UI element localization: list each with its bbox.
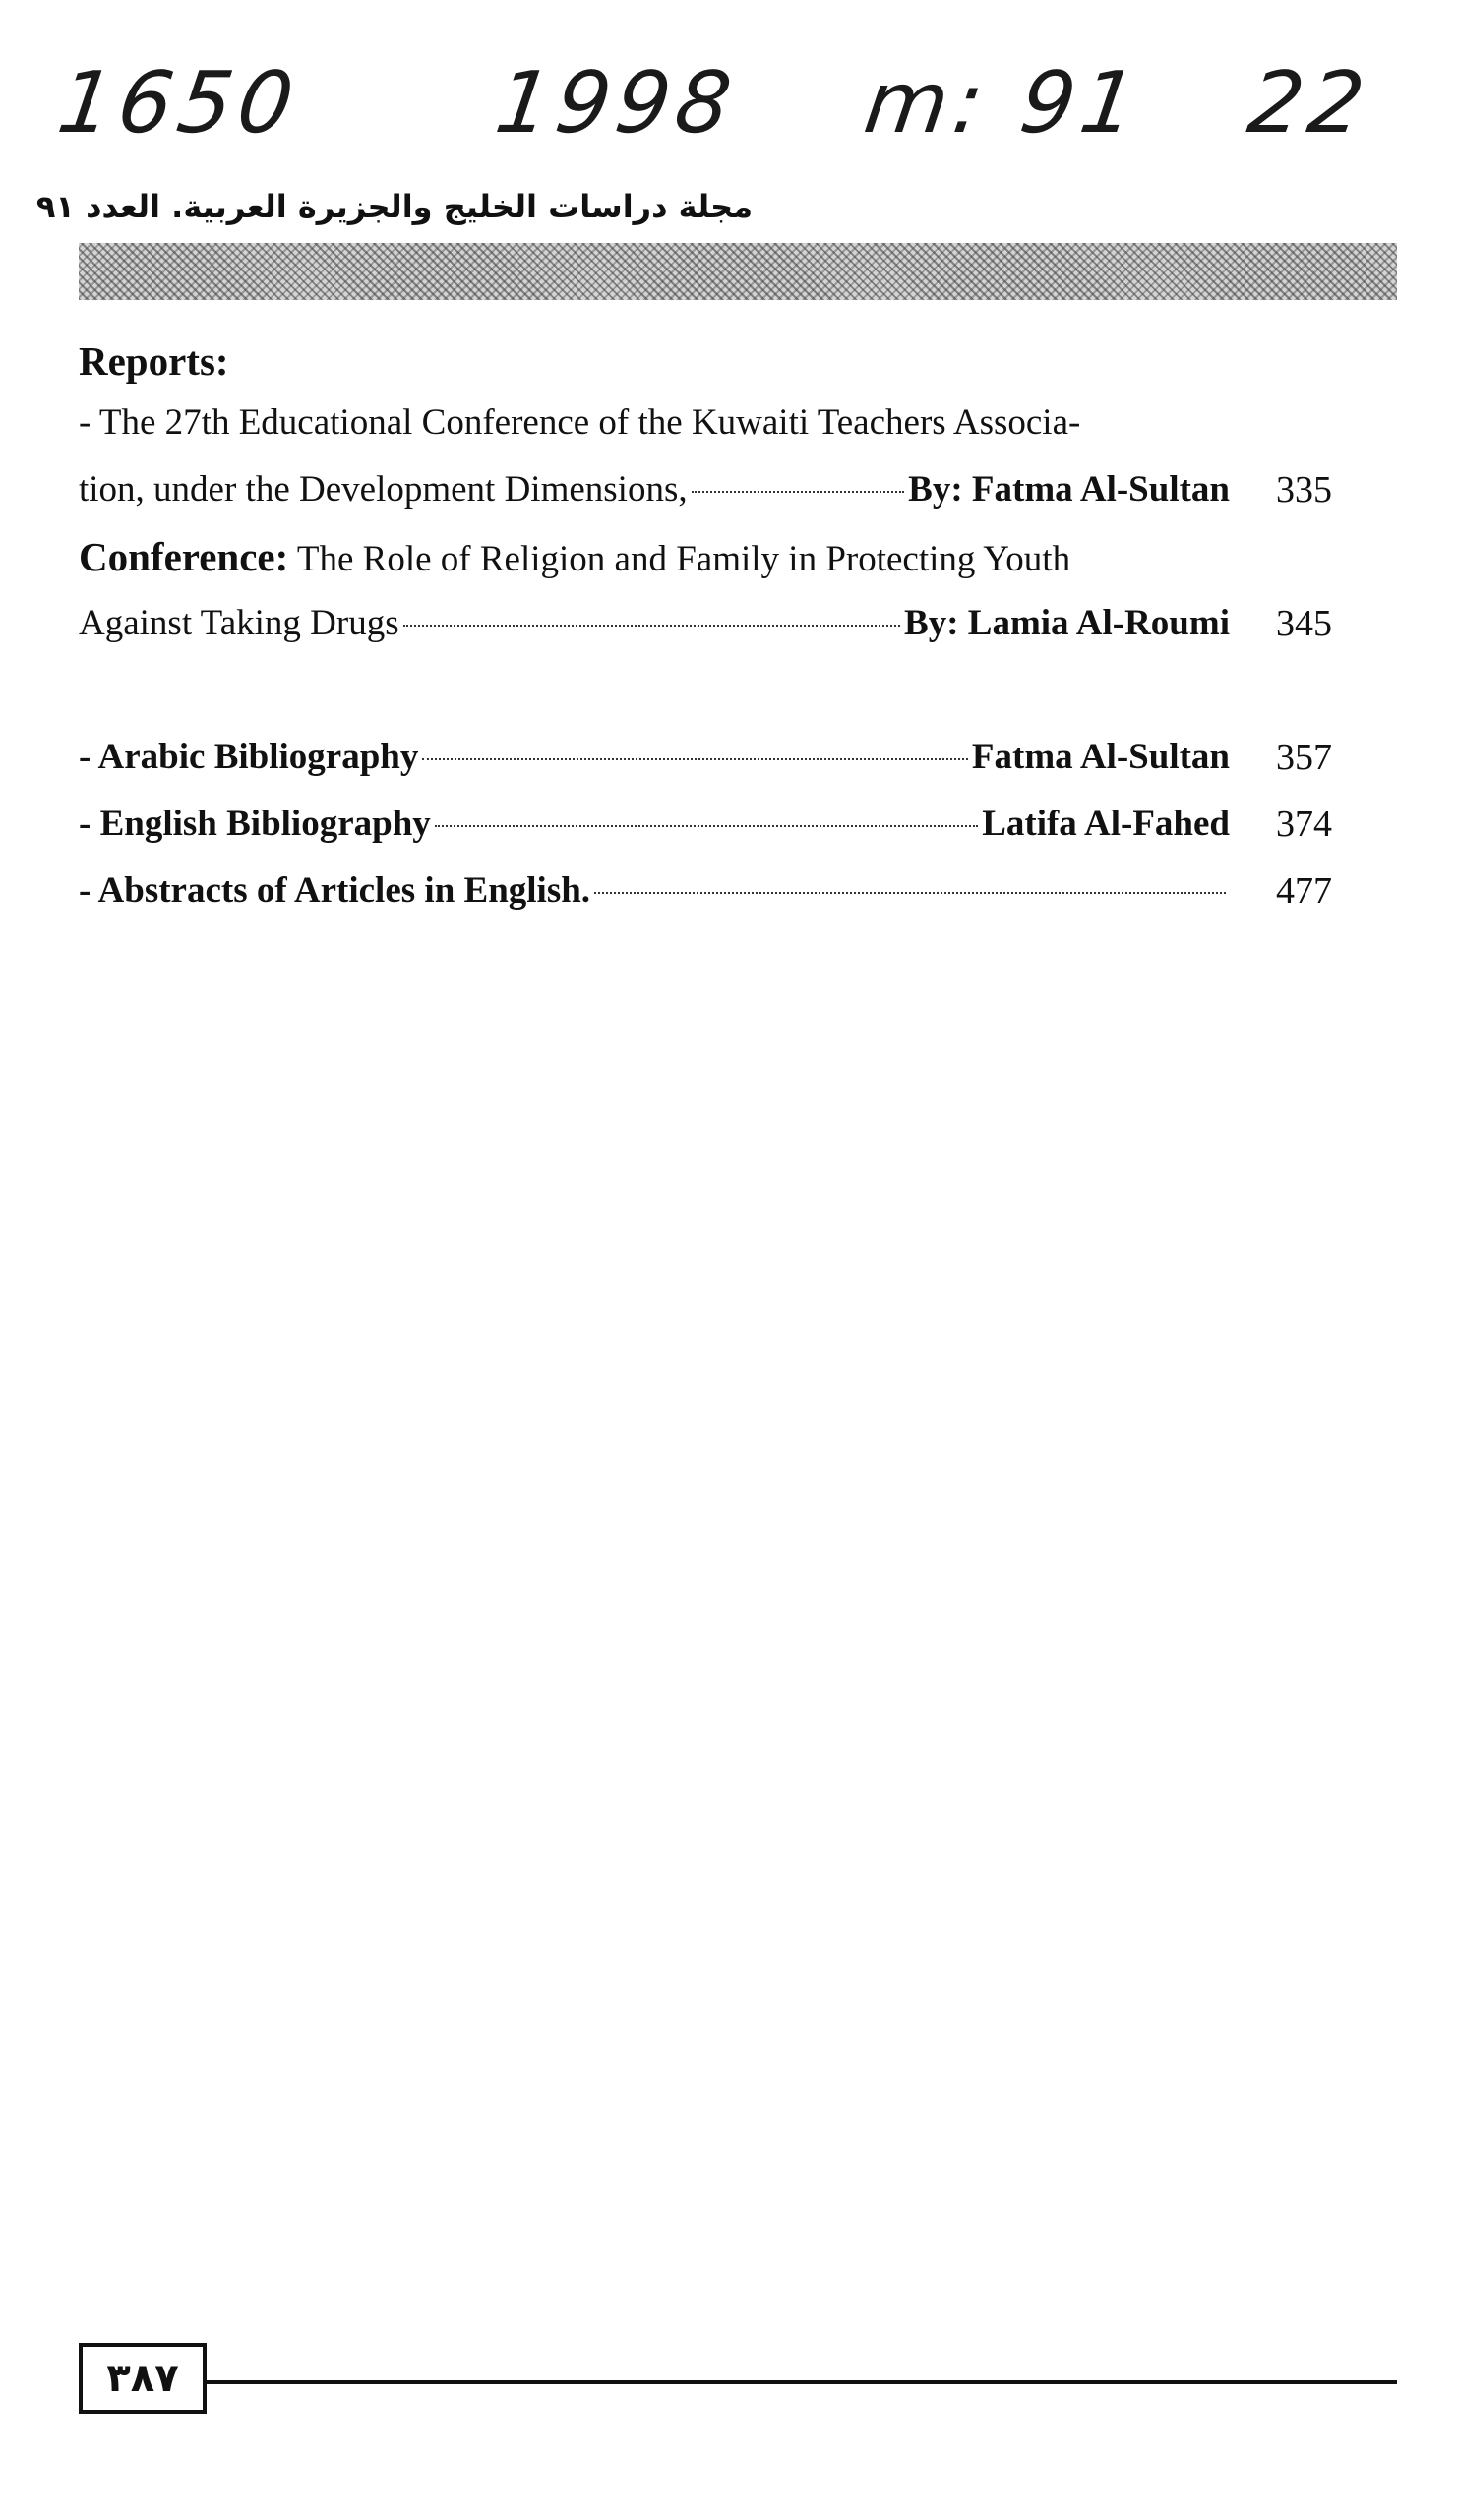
- handwritten-note-3: m: 91: [858, 54, 1148, 152]
- bibliography-entry-arabic: [79, 724, 1358, 791]
- leader-dots: [692, 491, 905, 493]
- contents-list: [79, 332, 1358, 925]
- report-title-part-2: tion, under the Development Dimensions,: [79, 469, 688, 510]
- abstracts-entry: [79, 858, 1358, 925]
- report-entry-line-2: [79, 456, 1358, 523]
- leader-dots: [594, 892, 1226, 894]
- conference-entry-line-2: [79, 590, 1358, 657]
- bibliography-page-number: 357: [1276, 737, 1332, 778]
- leader-dots: [422, 758, 968, 760]
- abstracts-page-number: 477: [1276, 870, 1332, 912]
- conference-page-number: 345: [1276, 603, 1332, 644]
- leader-dots: [435, 825, 978, 827]
- section-spacer: [79, 657, 1358, 724]
- bibliography-title: - Arabic Bibliography: [79, 737, 419, 777]
- handwritten-note-2: 1998: [489, 54, 743, 152]
- footer-page-number: ٣٨٧: [79, 2343, 207, 2414]
- leader-dots: [403, 625, 900, 627]
- journal-header: مجلة دراسات الخليج والجزيرة العربية. العدد ٩١: [35, 188, 753, 225]
- report-entry-line-1: [79, 390, 1358, 456]
- bibliography-author: Latifa Al-Fahed: [982, 804, 1230, 844]
- bibliography-entry-english: [79, 791, 1358, 858]
- handwritten-note-4: 22: [1242, 54, 1376, 152]
- report-page-number: 335: [1276, 469, 1332, 510]
- report-title-part-1: - The 27th Educational Conference of the Kuwaiti Teachers Associa-: [79, 402, 1081, 443]
- abstracts-title: - Abstracts of Articles in English.: [79, 870, 591, 911]
- conference-author: By: Lamia Al-Roumi: [904, 603, 1230, 643]
- conference-label: Conference:: [79, 534, 289, 579]
- conference-entry-line-1: [79, 523, 1358, 590]
- bibliography-author: Fatma Al-Sultan: [971, 737, 1230, 777]
- bibliography-title: - English Bibliography: [79, 804, 431, 844]
- handwritten-note-1: 1650: [51, 54, 305, 152]
- bibliography-page-number: 374: [1276, 804, 1332, 845]
- report-author: By: Fatma Al-Sultan: [908, 469, 1230, 510]
- footer-rule: [207, 2380, 1397, 2384]
- conference-title-part-1: The Role of Religion and Family in Protecting Youth: [296, 539, 1071, 579]
- reports-heading: Reports:: [79, 338, 229, 384]
- conference-title-part-2: Against Taking Drugs: [79, 603, 399, 643]
- header-hatch-band: [79, 243, 1397, 300]
